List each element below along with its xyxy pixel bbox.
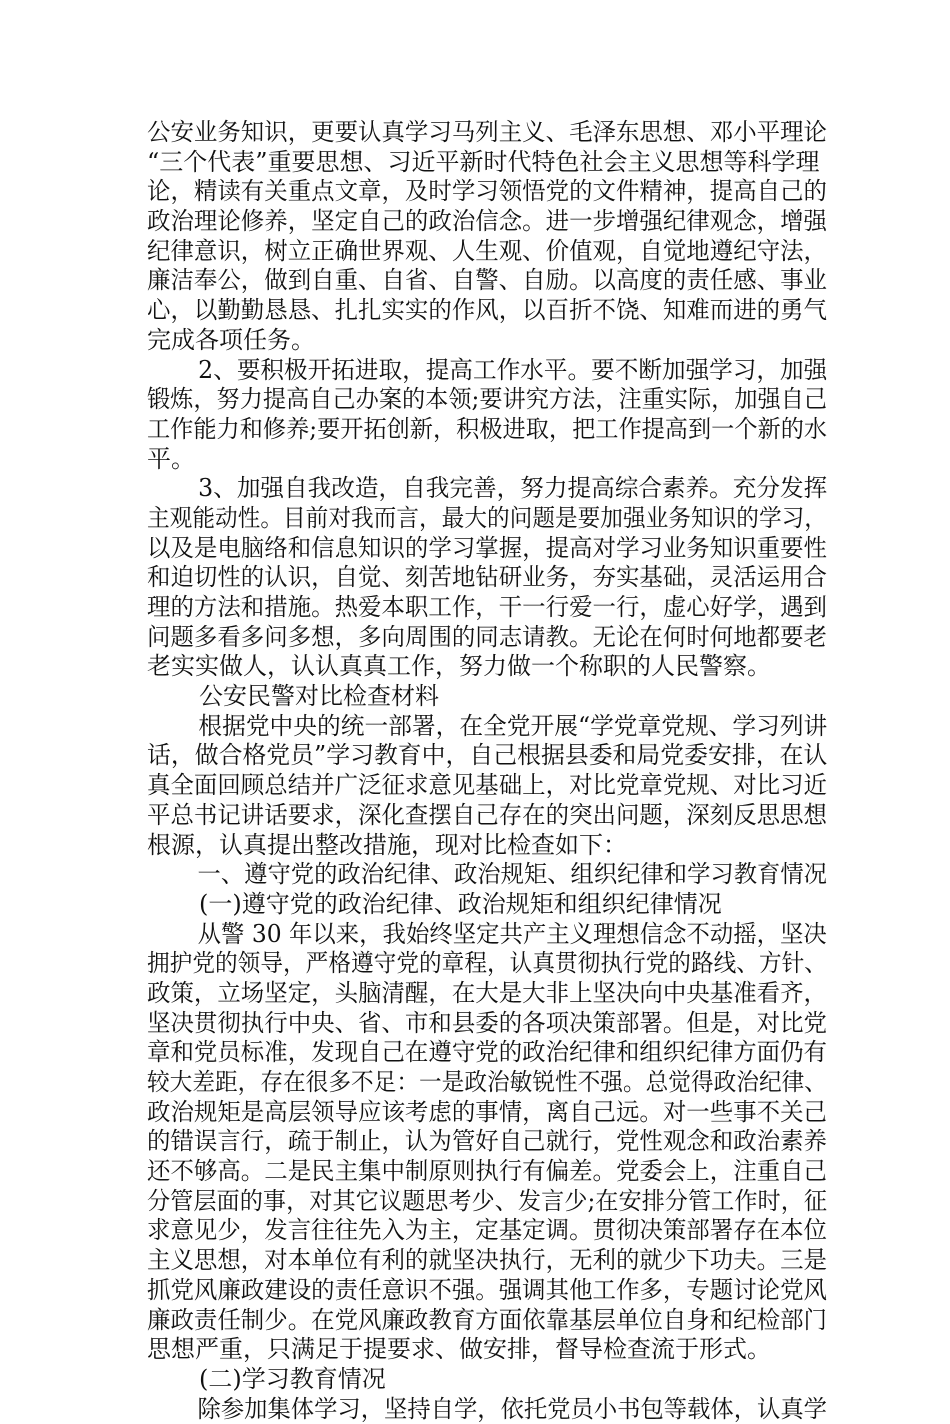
text-line: 一、遵守党的政治纪律、政治规矩、组织纪律和学习教育情况 xyxy=(197,860,827,889)
text-line: 从警 30 年以来，我始终坚定共产主义理想信念不动摇，坚决 xyxy=(197,919,827,948)
text-line: 拥护党的领导，严格遵守党的章程，认真贯彻执行党的路线、方针、 xyxy=(147,949,827,978)
text-line: 理的方法和措施。热爱本职工作，干一行爱一行，虚心好学，遇到 xyxy=(147,593,827,621)
text-line: 根据党中央的统一部署，在全党开展“学党章党规、学习列讲 xyxy=(198,711,828,740)
text-line: 思想严重，只满足于提要求、做安排，督导检查流于形式。 xyxy=(147,1335,771,1364)
text-line: “三个代表”重要思想、习近平新时代特色社会主义思想等科学理 xyxy=(147,147,820,176)
text-line: 的错误言行，疏于制止，认为管好自己就行，党性观念和政治素养 xyxy=(147,1127,827,1156)
text-line: 廉洁奉公，做到自重、自省、自警、自励。以高度的责任感、事业 xyxy=(147,266,827,295)
text-line: 和迫切性的认识，自觉、刻苦地钻研业务，夯实基础，灵活运用合 xyxy=(147,563,827,592)
text-line: 以及是电脑络和信息知识的学习掌握，提高对学习业务知识重要性 xyxy=(147,533,827,562)
text-line: 主义思想，对本单位有利的就坚决执行，无利的就少下功夫。三是 xyxy=(147,1246,827,1275)
text-line: 平。 xyxy=(147,444,195,473)
text-line: 公安业务知识，更要认真学习马列主义、毛泽东思想、邓小平理论 xyxy=(147,118,827,146)
text-line: 真全面回顾总结并广泛征求意见基础上，对比党章党规、对比习近 xyxy=(147,771,827,800)
text-line: 主观能动性。目前对我而言，最大的问题是要加强业务知识的学习， xyxy=(147,503,827,532)
text-line: 分管层面的事，对其它议题思考少、发言少;在安排分管工作时，征 xyxy=(147,1186,828,1215)
text-line: 还不够高。二是民主集中制原则执行有偏差。党委会上，注重自己 xyxy=(147,1157,827,1186)
text-line: 完成各项任务。 xyxy=(147,325,315,354)
text-line: (一)遵守党的政治纪律、政治规矩和组织纪律情况 xyxy=(199,889,722,918)
text-line: 求意见少，发言往往先入为主，定基定调。贯彻决策部署存在本位 xyxy=(147,1216,827,1245)
text-line: 廉政责任制少。在党风廉政教育方面依靠基层单位自身和纪检部门 xyxy=(147,1305,827,1334)
text-line: 话，做合格党员”学习教育中，自己根据县委和局党委安排，在认 xyxy=(147,741,828,770)
text-line: 心，以勤勤恳恳、扎扎实实的作风，以百折不饶、知难而进的勇气 xyxy=(147,296,827,325)
text-line: 2、要积极开拓进取，提高工作水平。要不断加强学习，加强 xyxy=(198,355,828,384)
text-line: 除参加集体学习，坚持自学，依托党员小书包等载体，认真学 xyxy=(197,1394,827,1423)
text-line: 章和党员标准，发现自己在遵守党的政治纪律和组织纪律方面仍有 xyxy=(147,1038,827,1067)
text-line: 政治规矩是高层领导应该考虑的事情，离自己远。对一些事不关己 xyxy=(147,1097,827,1126)
text-line: 3、加强自我改造，自我完善，努力提高综合素养。充分发挥 xyxy=(198,474,828,503)
text-line: 老实实做人，认认真真工作，努力做一个称职的人民警察。 xyxy=(147,652,771,681)
text-line: 论，精读有关重点文章，及时学习领悟党的文件精神，提高自己的 xyxy=(147,177,827,206)
text-line: 公安民警对比检查材料 xyxy=(199,682,439,711)
text-line: 平总书记讲话要求，深化查摆自己存在的突出问题，深刻反思思想 xyxy=(147,800,827,829)
text-line: 较大差距，存在很多不足：一是政治敏锐性不强。总觉得政治纪律、 xyxy=(147,1068,827,1096)
text-line: 工作能力和修养;要开拓创新，积极进取，把工作提高到一个新的水 xyxy=(147,414,828,443)
document-body xyxy=(147,118,827,1424)
text-line: 锻炼，努力提高自己办案的本领;要讲究方法，注重实际，加强自己 xyxy=(147,385,828,414)
text-line: 政策，立场坚定，头脑清醒，在大是大非上坚决向中央基准看齐， xyxy=(147,978,827,1007)
text-line: 问题多看多问多想，多向周围的同志请教。无论在何时何地都要老 xyxy=(147,622,827,651)
text-line: 抓党风廉政建设的责任意识不强。强调其他工作多，专题讨论党风 xyxy=(147,1275,827,1304)
text-line: 坚决贯彻执行中央、省、市和县委的各项决策部署。但是，对比党 xyxy=(147,1008,827,1037)
text-line: 根源，认真提出整改措施，现对比检查如下： xyxy=(147,830,627,859)
text-line: 纪律意识，树立正确世界观、人生观、价值观，自觉地遵纪守法， xyxy=(147,236,827,265)
text-line: (二)学习教育情况 xyxy=(199,1364,386,1393)
text-line: 政治理论修养，坚定自己的政治信念。进一步增强纪律观念，增强 xyxy=(147,207,827,236)
